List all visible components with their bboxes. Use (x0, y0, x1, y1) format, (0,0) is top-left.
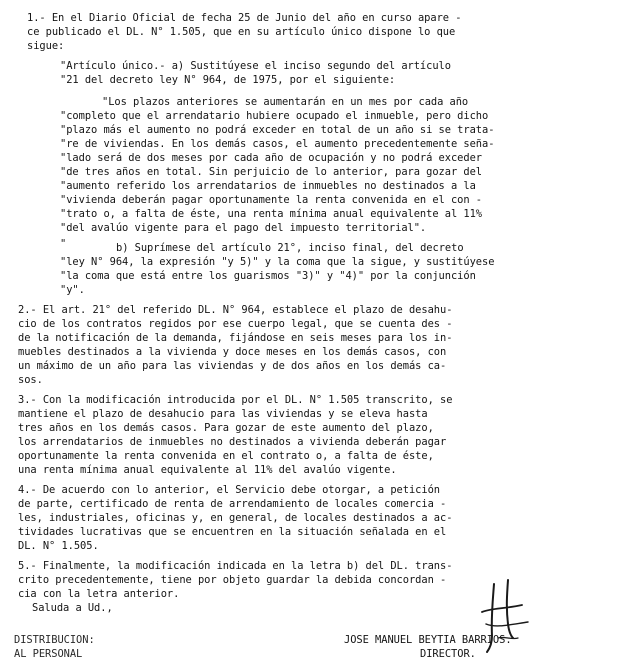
text-line: "vivienda deberán pagar oportunamente la renta convenida en el con - (60, 194, 482, 206)
text-line: "la coma que está entre los guarismos "3)" y "4)" por la conjunción (60, 270, 476, 282)
text-line: 2.- El art. 21° del referido DL. N° 964, establece el plazo de desahu- (18, 304, 453, 316)
text-line: DL. N° 1.505. (18, 540, 99, 552)
text-line: mantiene el plazo de desahucio para las viviendas y se eleva hasta (18, 408, 428, 420)
text-line: oportunamente la renta convenida en el contrato o, a falta de éste, (18, 450, 434, 462)
text-line: los arrendatarios de inmuebles no destinados a vivienda deberán pagar (18, 436, 447, 448)
text-line: "plazo más el aumento no podrá exceder en total de un año si se trata- (60, 124, 495, 136)
signatory-name: JOSE MANUEL BEYTIA BARRIOS. (344, 634, 512, 646)
text-line: "Los plazos anteriores se aumentarán en un mes por cada año (102, 96, 469, 108)
text-line: "Artículo único.- a) Sustitúyese el inciso segundo del artículo (60, 60, 451, 72)
distribution-label: DISTRIBUCION: (14, 634, 95, 646)
text-line: cio de los contratos regidos por ese cuerpo legal, que se cuenta des - (18, 318, 453, 330)
text-line: "de tres años en total. Sin perjuicio de lo anterior, para gozar del (60, 166, 482, 178)
text-line: de parte, certificado de renta de arrendamiento de locales comercia - (18, 498, 447, 510)
signatory-title: DIRECTOR. (420, 648, 476, 660)
text-line: ce publicado el DL. N° 1.505, que en su artículo único dispone lo que (27, 26, 456, 38)
text-line: "completo que el arrendatario hubiere ocupado el inmueble, pero dicho (60, 110, 489, 122)
text-line: "lado será de dos meses por cada año de ocupación y no podrá exceder (60, 152, 482, 164)
text-line: un máximo de un año para las viviendas y de dos años en los demás ca- (18, 360, 447, 372)
text-line: "ley N° 964, la expresión "y 5)" y la coma que la sigue, y sustitúyese (60, 256, 495, 268)
text-line: de la notificación de la demanda, fijándose en seis meses para los in- (18, 332, 453, 344)
text-line: "21 del decreto ley N° 964, de 1975, por el siguiente: (60, 74, 396, 86)
text-line: b) Suprímese del artículo 21°, inciso final, del decreto (116, 242, 464, 254)
text-line: 1.- En el Diario Oficial de fecha 25 de Junio del año en curso apare - (27, 12, 462, 24)
text-line: tres años en los demás casos. Para gozar de este aumento del plazo, (18, 422, 434, 434)
text-line: "re de viviendas. En los demás casos, el aumento precedentemente seña- (60, 138, 495, 150)
text-line: les, industriales, oficinas y, en general, de locales destinados a ac- (18, 512, 453, 524)
text-line: sos. (18, 374, 43, 386)
text-line: 5.- Finalmente, la modificación indicada en la letra b) del DL. trans- (18, 560, 453, 572)
distribution-line: AL PERSONAL (14, 648, 83, 660)
text-line: "y". (60, 284, 85, 296)
text-line: crito precedentemente, tiene por objeto guardar la debida concordan - (18, 574, 447, 586)
closing-salutation: Saluda a Ud., (32, 602, 113, 614)
text-line: 3.- Con la modificación introducida por el DL. N° 1.505 transcrito, se (18, 394, 453, 406)
text-line: una renta mínima anual equivalente al 11% del avalúo vigente. (18, 464, 397, 476)
text-line: " (60, 238, 67, 250)
text-line: tividades lucrativas que se encuentren en la situación señalada en el (18, 526, 447, 538)
text-line: "del avalúo vigente para el pago del impuesto territorial". (60, 222, 427, 234)
text-line: "aumento referido los arrendatarios de inmuebles no destinados a la (60, 180, 476, 192)
text-line: cia con la letra anterior. (18, 588, 180, 600)
text-line: "trato o, a falta de éste, una renta mínima anual equivalente al 11% (60, 208, 482, 220)
text-line: muebles destinados a la vivienda y doce meses en los demás casos, con (18, 346, 447, 358)
text-line: 4.- De acuerdo con lo anterior, el Servicio debe otorgar, a petición (18, 484, 440, 496)
text-line: sigue: (27, 40, 65, 52)
